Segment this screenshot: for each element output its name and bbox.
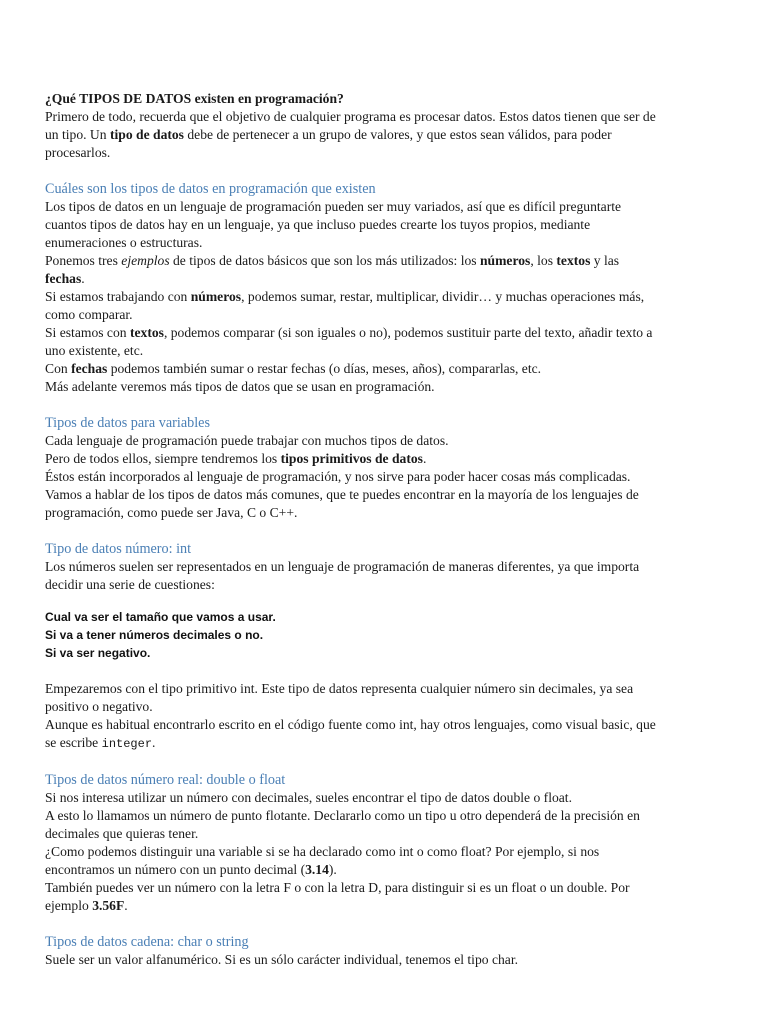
- s1-para-4a: Si estamos con textos, podemos comparar (si son iguales o no), podemos sustituir parte del texto, añadir texto a: [45, 325, 653, 340]
- s1-para-5: Con fechas podemos también sumar o restar fechas (o días, meses, años), compararlas, etc.: [45, 361, 542, 376]
- s4-para-2b: decimales que quieras tener.: [45, 826, 199, 841]
- s1-para-3a: Si estamos trabajando con números, podemos sumar, restar, multiplicar, dividir… y muchas operaciones más,: [45, 289, 645, 304]
- s4-para-2a: A esto lo llamamos un número de punto flotante. Declararlo como un tipo u otro dependerá de la precisión en: [45, 808, 640, 823]
- s3-para-1a: Los números suelen ser representados en un lenguaje de programación de maneras diferentes, ya que importa: [45, 559, 640, 574]
- s2-para-3: Éstos están incorporados al lenguaje de programación, y nos sirve para poder hacer cosas más complicadas.: [45, 469, 631, 484]
- document-body: [45, 90, 730, 969]
- s3-para-2a: Empezaremos con el tipo primitivo int. Este tipo de datos representa cualquier número sin decimales, ya sea: [45, 681, 634, 696]
- list-item: Cual va ser el tamaño que vamos a usar.: [45, 610, 276, 624]
- s3-para-3a: Aunque es habitual encontrarlo escrito en el código fuente como int, hay otros lenguajes, como visual basic, que: [45, 717, 656, 732]
- s2-para-2: Pero de todos ellos, siempre tendremos los tipos primitivos de datos.: [45, 451, 427, 466]
- s4-para-4b: ejemplo 3.56F.: [45, 898, 128, 913]
- list-item: Si va ser negativo.: [45, 646, 151, 660]
- code-integer: integer: [101, 737, 153, 751]
- s1-para-4b: uno existente, etc.: [45, 343, 144, 358]
- document-title: ¿Qué TIPOS DE DATOS existen en programación?: [45, 91, 344, 106]
- s3-para-3b: se escribe integer.: [45, 735, 156, 751]
- s3-para-1b: decidir una serie de cuestiones:: [45, 577, 215, 592]
- section-heading-tipos-cadena: Tipos de datos cadena: char o string: [45, 934, 249, 950]
- intro-line-1: Primero de todo, recuerda que el objetivo de cualquier programa es procesar datos. Estos datos tienen que ser de: [45, 109, 656, 124]
- s1-para-2a: Ponemos tres ejemplos de tipos de datos básicos que son los más utilizados: los números, los textos y las: [45, 253, 620, 268]
- s3-para-2b: positivo o negativo.: [45, 699, 153, 714]
- s2-para-4a: Vamos a hablar de los tipos de datos más comunes, que te puedes encontrar en la mayoría de los lenguajes de: [45, 487, 639, 502]
- s1-para-6: Más adelante veremos más tipos de datos que se usan en programación.: [45, 379, 435, 394]
- section-heading-tipos-variables: Tipos de datos para variables: [45, 415, 210, 431]
- list-item: Si va a tener números decimales o no.: [45, 628, 264, 642]
- questions-list: [45, 608, 730, 662]
- s4-para-3a: ¿Como podemos distinguir una variable si se ha declarado como int o como float? Por ejemplo, si nos: [45, 844, 600, 859]
- intro-line-2: un tipo. Un tipo de datos debe de pertenecer a un grupo de valores, y que estos sean válidos, para poder: [45, 127, 612, 142]
- s1-para-1b: cuantos tipos de datos hay en un lenguaje, ya que incluso puedes crearte los tuyos propios, mediante: [45, 217, 591, 232]
- s1-para-1c: enumeraciones o estructuras.: [45, 235, 203, 250]
- s4-para-3b: encontramos un número con un punto decimal (3.14).: [45, 862, 337, 877]
- section-heading-tipo-int: Tipo de datos número: int: [45, 541, 192, 557]
- s2-para-4b: programación, como puede ser Java, C o C++.: [45, 505, 298, 520]
- s2-para-1: Cada lenguaje de programación puede trabajar con muchos tipos de datos.: [45, 433, 449, 448]
- intro-line-3: procesarlos.: [45, 145, 111, 160]
- s5-para-1: Suele ser un valor alfanumérico. Si es un sólo carácter individual, tenemos el tipo char.: [45, 952, 518, 967]
- s1-para-2b: fechas.: [45, 271, 85, 286]
- s1-para-1a: Los tipos de datos en un lenguaje de programación pueden ser muy variados, así que es difícil preguntarte: [45, 199, 622, 214]
- section-heading-tipos-real: Tipos de datos número real: double o float: [45, 772, 286, 788]
- s4-para-1: Si nos interesa utilizar un número con decimales, sueles encontrar el tipo de datos double o float.: [45, 790, 572, 805]
- s1-para-3b: como comparar.: [45, 307, 133, 322]
- s4-para-4a: También puedes ver un número con la letra F o con la letra D, para distinguir si es un float o un double. Por: [45, 880, 630, 895]
- section-heading-tipos-existen: Cuáles son los tipos de datos en programación que existen: [45, 181, 376, 197]
